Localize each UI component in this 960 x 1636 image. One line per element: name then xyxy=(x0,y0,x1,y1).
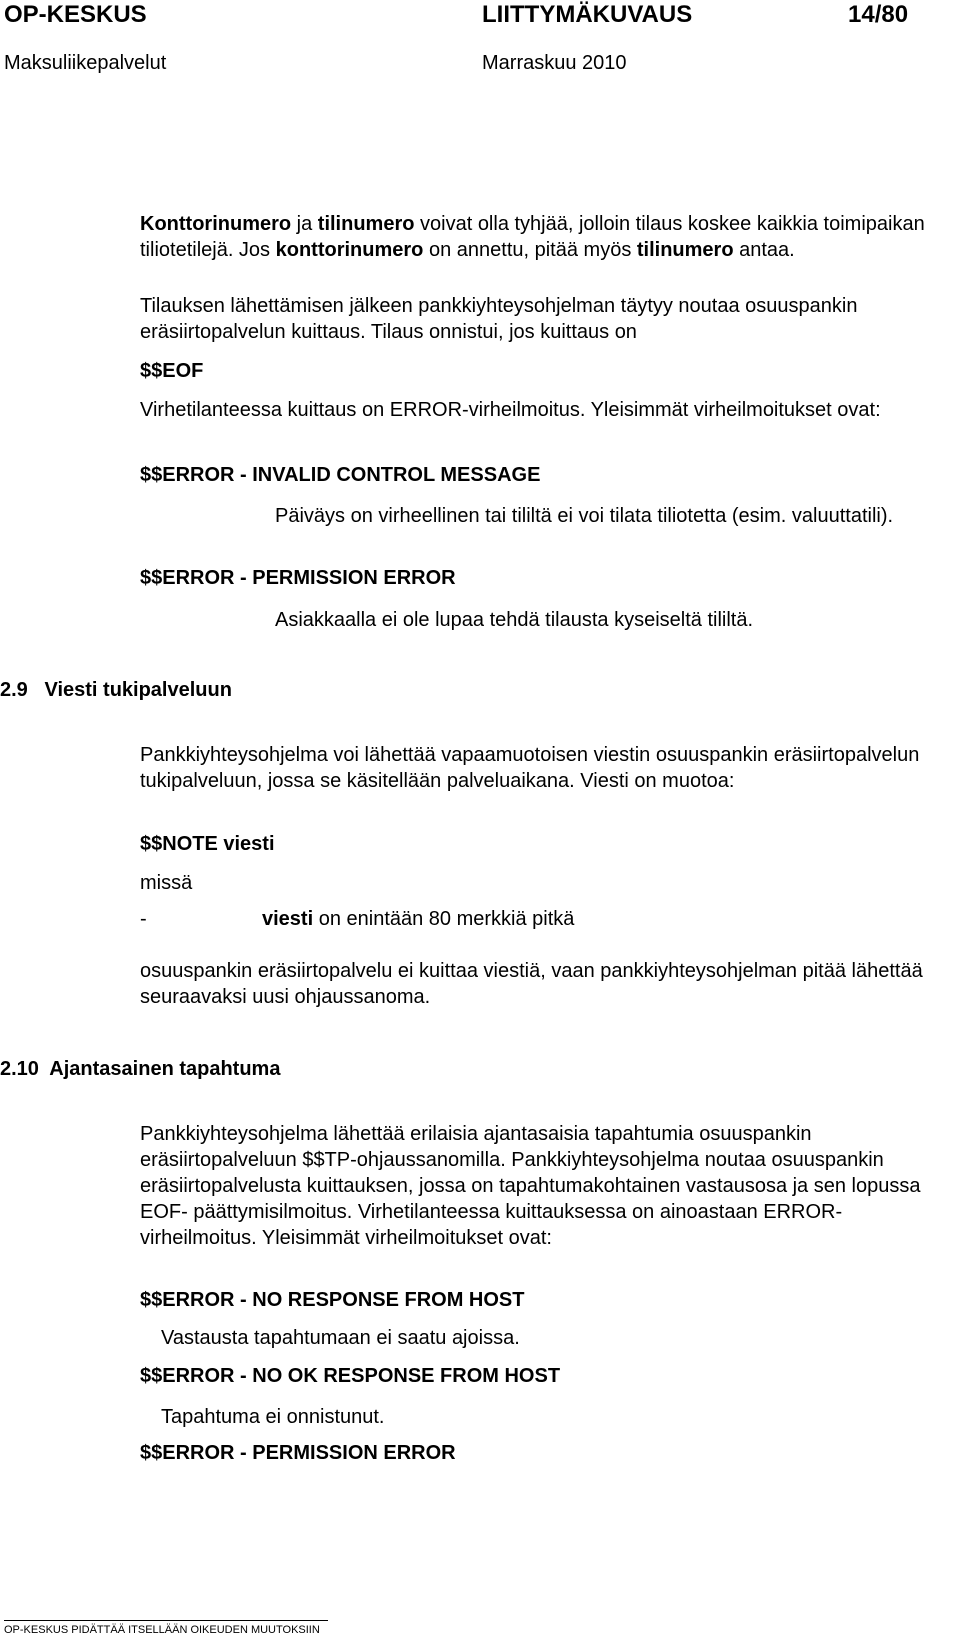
error-no-response-description: Vastausta tapahtumaan ei saatu ajoissa. xyxy=(161,1327,520,1349)
paragraph-account-numbers: Konttorinumero ja tilinumero voivat olla tyhjää, jolloin tilaus koskee kaikkia toimipaikan tiliotetilejä. Jos konttorinumero on annettu, pitää myös tilinumero antaa. xyxy=(140,213,925,261)
code-error-invalid-control: $$ERROR - INVALID CONTROL MESSAGE xyxy=(140,464,541,486)
section-heading-2-10: 2.10 Ajantasainen tapahtuma xyxy=(0,1058,281,1080)
code-error-no-ok-response: $$ERROR - NO OK RESPONSE FROM HOST xyxy=(140,1365,561,1387)
paragraph-acknowledgement: Tilauksen lähettämisen jälkeen pankkiyhteysohjelman täytyy noutaa osuuspankin eräsiirtopalvelun kuittaus. Tilaus onnistui, jos kuittaus on xyxy=(140,295,858,343)
code-note: $$NOTE viesti xyxy=(140,833,275,855)
code-error-permission: $$ERROR - PERMISSION ERROR xyxy=(140,567,456,589)
header-page-number: 14/80 xyxy=(848,1,909,28)
text-missa: missä xyxy=(140,872,193,894)
header-date: Marraskuu 2010 xyxy=(482,52,627,74)
header-left-subtitle: Maksuliikepalvelut xyxy=(4,52,167,74)
code-error-permission-2: $$ERROR - PERMISSION ERROR xyxy=(140,1442,456,1464)
paragraph-realtime-events: Pankkiyhteysohjelma lähettää erilaisia ajantasaisia tapahtumia osuuspankin eräsiirtopalveluun $$TP-ohjaussanomilla. Pankkiyhteysohjelma noutaa osuuspankin eräsiirtopalvelusta kuittauksen, jossa on tapahtumakohtainen vastausosa ja sen lopussa EOF- päättymisilmoitus. Virhetilanteessa kuittauksessa on ainoastaan ERROR-virheilmoitus. Yleisimmät virheilmoitukset ovat: xyxy=(140,1123,921,1249)
header-left-title: OP-KESKUS xyxy=(4,1,147,28)
footer-disclaimer: OP-KESKUS PIDÄTTÄÄ ITSELLÄÄN OIKEUDEN MUUTOKSIIN xyxy=(4,1624,320,1636)
error-permission-description: Asiakkaalla ei ole lupaa tehdä tilausta kyseiseltä tililtä. xyxy=(275,609,754,631)
error-no-ok-response-description: Tapahtuma ei onnistunut. xyxy=(161,1406,385,1428)
header-center-title: LIITTYMÄKUVAUS xyxy=(482,1,693,28)
list-dash: - xyxy=(140,908,147,930)
section-heading-2-9: 2.9 Viesti tukipalveluun xyxy=(0,679,232,701)
error-invalid-control-description: Päiväys on virheellinen tai tililtä ei voi tilata tiliotetta (esim. valuuttatili). xyxy=(275,505,894,527)
paragraph-no-ack: osuuspankin eräsiirtopalvelu ei kuittaa viestiä, vaan pankkiyhteysohjelman pitää lähettää seuraavaksi uusi ohjaussanoma. xyxy=(140,960,923,1008)
code-error-no-response: $$ERROR - NO RESPONSE FROM HOST xyxy=(140,1289,525,1311)
code-eof: $$EOF xyxy=(140,360,204,382)
paragraph-error-intro: Virhetilanteessa kuittaus on ERROR-virheilmoitus. Yleisimmät virheilmoitukset ovat: xyxy=(140,399,881,421)
footer-divider xyxy=(4,1620,328,1621)
list-item-viesti: viesti on enintään 80 merkkiä pitkä xyxy=(262,908,575,930)
paragraph-support-message: Pankkiyhteysohjelma voi lähettää vapaamuotoisen viestin osuuspankin eräsiirtopalvelun tukipalveluun, jossa se käsitellään palveluaikana. Viesti on muotoa: xyxy=(140,744,920,792)
